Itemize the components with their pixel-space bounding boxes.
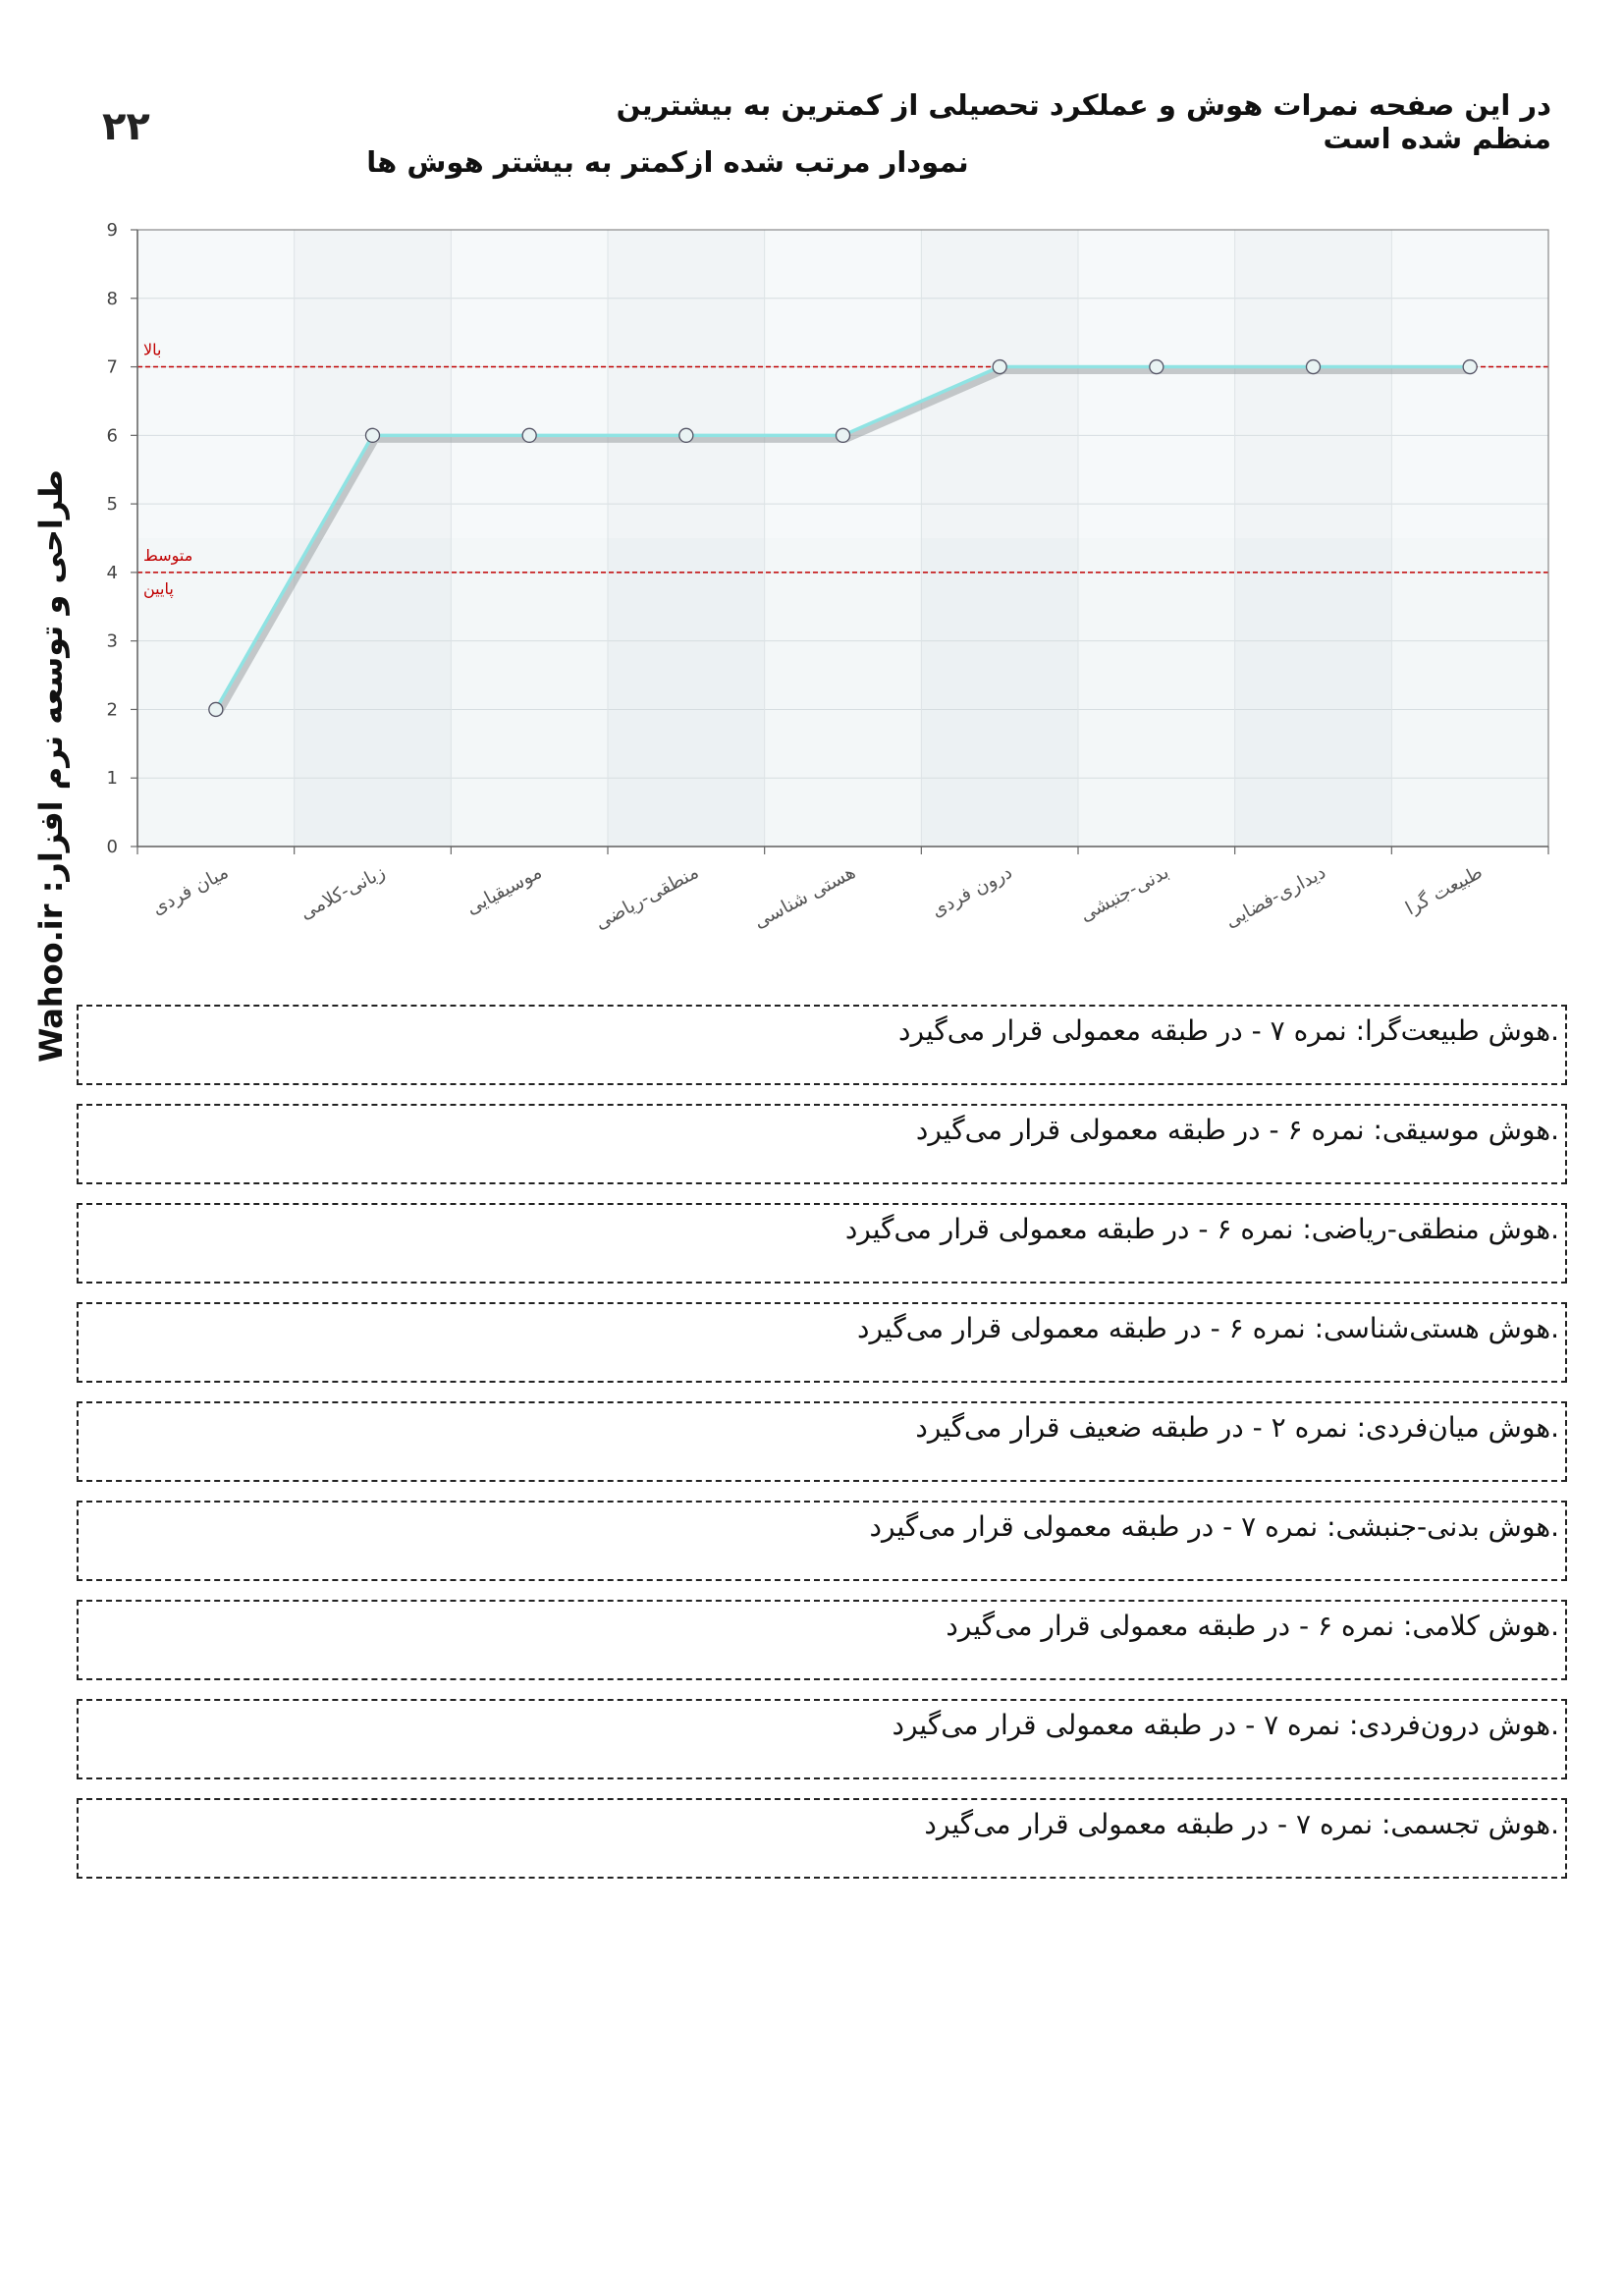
reference-label: پایین — [143, 578, 174, 598]
line-chart — [0, 0, 1624, 982]
result-text: .هوش میان‌فردی: نمره ۲ - در طبقه ضعیف قرار می‌گیرد — [915, 1411, 1559, 1444]
data-point — [209, 702, 223, 716]
data-point — [1307, 360, 1321, 374]
x-tick-label: موسیقیایی — [462, 860, 546, 919]
y-tick-label: 3 — [106, 630, 118, 652]
x-tick-label: زبانی-کلامی — [296, 860, 389, 924]
y-tick-label: 4 — [106, 562, 118, 583]
result-box — [77, 1798, 1567, 1879]
result-box — [77, 1401, 1567, 1482]
x-tick-label: میان فردی — [148, 860, 233, 920]
x-tick-label: منطقی-ریاضی — [591, 860, 703, 934]
page-number: ۲۲ — [102, 104, 150, 149]
data-point — [1150, 360, 1164, 374]
x-tick-label: طبیعت گرا — [1401, 860, 1487, 920]
x-tick-label: دیداری-فضایی — [1221, 860, 1329, 933]
result-text: .هوش بدنی-جنبشی: نمره ۷ - در طبقه معمولی قرار می‌گیرد — [869, 1510, 1559, 1543]
y-tick-label: 2 — [106, 699, 118, 721]
result-box — [77, 1501, 1567, 1581]
y-tick-label: 7 — [106, 356, 118, 378]
data-point — [837, 428, 850, 442]
y-tick-label: 9 — [106, 220, 118, 241]
y-tick-label: 6 — [106, 425, 118, 447]
data-point — [522, 428, 536, 442]
result-box — [77, 1302, 1567, 1383]
y-tick-label: 0 — [106, 837, 118, 857]
y-tick-labels — [107, 220, 118, 857]
data-point — [993, 360, 1006, 374]
reference-label: بالا — [143, 340, 162, 359]
result-text: .هوش منطقی-ریاضی: نمره ۶ - در طبقه معمولی قرار می‌گیرد — [844, 1213, 1559, 1245]
chart-title: نمودار مرتب شده ازکمتر به بیشتر هوش ها — [366, 145, 969, 179]
data-point — [366, 428, 380, 442]
data-point — [1463, 360, 1477, 374]
result-box — [77, 1104, 1567, 1184]
x-tick-label: هستی شناسی — [750, 860, 859, 933]
x-tick-labels — [148, 860, 1486, 934]
result-text: .هوش تجسمی: نمره ۷ - در طبقه معمولی قرار می‌گیرد — [924, 1808, 1559, 1840]
result-text: .هوش هستی‌شناسی: نمره ۶ - در طبقه معمولی قرار می‌گیرد — [857, 1312, 1559, 1344]
result-box — [77, 1203, 1567, 1284]
side-credit: طراحی و توسعه نرم افزار: Wahoo.ir — [32, 469, 70, 1063]
result-box — [77, 1005, 1567, 1085]
y-tick-label: 8 — [106, 288, 118, 309]
result-text: .هوش درون‌فردی: نمره ۷ - در طبقه معمولی قرار می‌گیرد — [892, 1709, 1559, 1741]
page-title: در این صفحه نمرات هوش و عملکرد تحصیلی از کمترین به بیشترین منظم شده است — [616, 88, 1551, 155]
plot-background — [137, 230, 1548, 847]
results-list — [77, 1005, 1567, 1897]
x-tick-label: درون فردی — [927, 860, 1016, 922]
y-tick-label: 5 — [106, 494, 118, 516]
result-text: .هوش موسیقی: نمره ۶ - در طبقه معمولی قرار می‌گیرد — [915, 1114, 1559, 1146]
result-text: .هوش کلامی: نمره ۶ - در طبقه معمولی قرار می‌گیرد — [946, 1610, 1559, 1642]
result-box — [77, 1699, 1567, 1779]
reference-label: متوسط — [143, 545, 193, 565]
x-tick-label: بدنی-جنبشی — [1076, 860, 1173, 927]
y-tick-label: 1 — [106, 768, 118, 790]
data-point — [679, 428, 693, 442]
result-text: .هوش طبیعت‌گرا: نمره ۷ - در طبقه معمولی قرار می‌گیرد — [898, 1014, 1559, 1047]
result-box — [77, 1600, 1567, 1680]
